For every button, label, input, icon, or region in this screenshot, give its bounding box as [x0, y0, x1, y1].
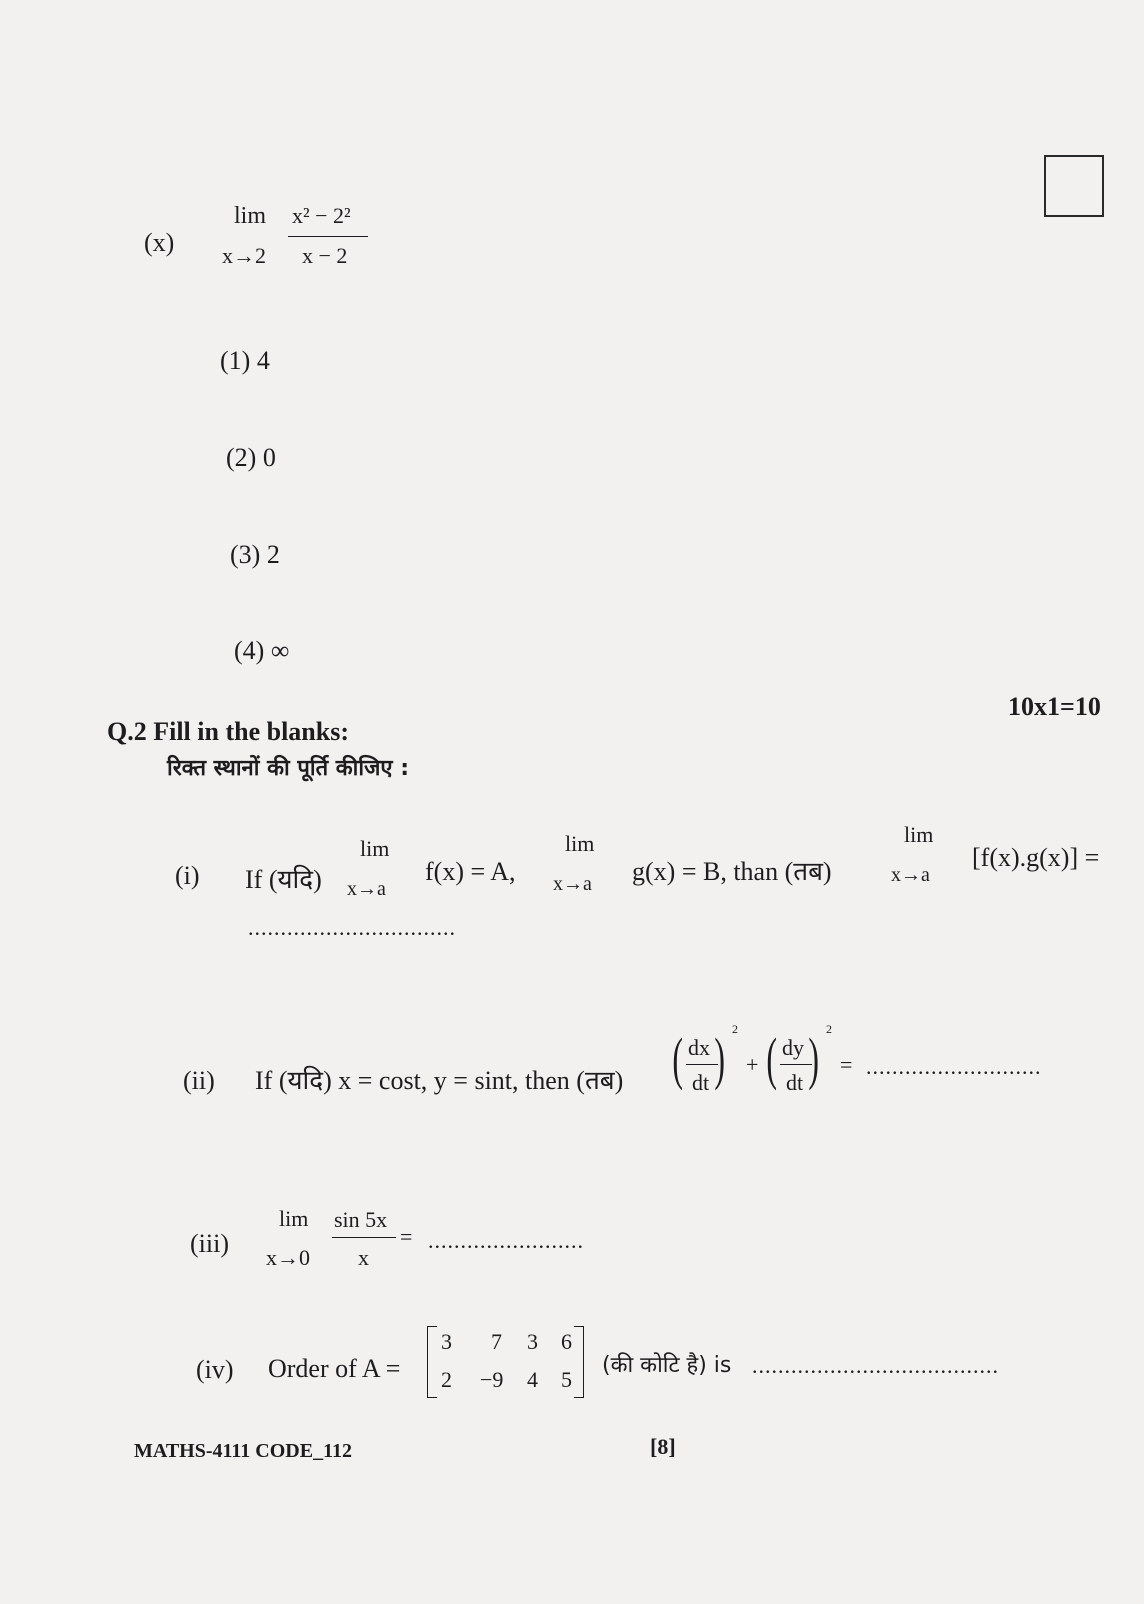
fraction-denominator: x − 2: [302, 243, 348, 268]
lim-text: lim: [904, 822, 934, 847]
lim-text: lim: [565, 831, 595, 856]
blank-iii-label: (iii): [190, 1229, 229, 1258]
lim-subscript: x→0: [266, 1245, 310, 1270]
marks: 10x1=10: [1008, 692, 1101, 721]
answer-blank[interactable]: ...........................: [866, 1054, 1042, 1079]
matrix-cell: 2: [441, 1367, 452, 1392]
paren-left: (: [766, 1026, 777, 1091]
answer-blank[interactable]: ................................: [248, 915, 456, 940]
blank-iv-text: Order of A =: [268, 1354, 401, 1383]
matrix-cell: 7: [491, 1329, 502, 1354]
lim-subscript: x→a: [891, 864, 930, 886]
paren-right: ): [714, 1026, 725, 1091]
blank-ii-text: If (यदि) x = cost, y = sint, then (तब): [255, 1066, 624, 1095]
equals-sign: =: [840, 1052, 853, 1077]
fraction-line: [686, 1064, 718, 1065]
plus-sign: +: [746, 1052, 759, 1077]
blank-ii-label: (ii): [183, 1066, 215, 1095]
fraction-line: [332, 1237, 396, 1238]
q2-title: Q.2 Fill in the blanks:: [107, 717, 349, 746]
option-4: (4) ∞: [234, 636, 290, 665]
matrix-bracket-left: [427, 1326, 437, 1398]
blank-i-if: If (यदि): [245, 865, 322, 894]
paren-left: (: [672, 1026, 683, 1091]
question-label-x: (x): [144, 228, 175, 257]
lim-text: lim: [360, 836, 390, 861]
blank-i-fx: f(x) = A,: [425, 857, 516, 886]
blank-i-fg: [f(x).g(x)] =: [972, 843, 1100, 872]
exponent: 2: [826, 1022, 832, 1036]
matrix-bracket-right: [574, 1326, 584, 1398]
exponent: 2: [732, 1022, 738, 1036]
matrix-cell: 5: [561, 1367, 572, 1392]
option-1: (1) 4: [220, 346, 270, 375]
fraction-line: [780, 1064, 812, 1065]
matrix-cell: −9: [480, 1367, 504, 1392]
q2-title-hindi: रिक्त स्थानों की पूर्ति कीजिए :: [167, 756, 410, 781]
lim-text: lim: [279, 1206, 309, 1231]
matrix-cell: 3: [441, 1329, 452, 1354]
derivative-denominator: dt: [692, 1070, 710, 1095]
fraction-numerator: x² − 2²: [292, 203, 351, 228]
page-number: [8]: [650, 1434, 676, 1459]
matrix-cell: 6: [561, 1329, 572, 1354]
blank-iv-after: (की कोटि है) is: [602, 1353, 732, 1378]
lim-subscript: x→a: [553, 873, 592, 895]
lim-text: lim: [234, 203, 267, 229]
fraction-line: [288, 236, 368, 237]
fraction-denominator: x: [358, 1245, 369, 1270]
option-2: (2) 0: [226, 443, 276, 472]
lim-subscript: x→2: [222, 243, 266, 268]
lim-subscript: x→a: [347, 878, 386, 900]
option-3: (3) 2: [230, 540, 280, 569]
footer-code: MATHS-4111 CODE_112: [134, 1440, 352, 1462]
equals-sign: =: [400, 1224, 413, 1249]
answer-blank[interactable]: ........................: [428, 1228, 584, 1253]
derivative-numerator: dx: [688, 1035, 710, 1060]
matrix-cell: 4: [527, 1367, 538, 1392]
derivative-numerator: dy: [782, 1035, 804, 1060]
fraction-numerator: sin 5x: [334, 1207, 388, 1232]
answer-blank[interactable]: ......................................: [752, 1353, 999, 1378]
blank-iv-label: (iv): [196, 1355, 234, 1384]
answer-box: [1044, 155, 1104, 217]
blank-i-label: (i): [175, 861, 200, 890]
matrix-cell: 3: [527, 1329, 538, 1354]
derivative-denominator: dt: [786, 1070, 804, 1095]
paren-right: ): [808, 1026, 819, 1091]
blank-i-gx: g(x) = B, than (तब): [632, 857, 832, 886]
